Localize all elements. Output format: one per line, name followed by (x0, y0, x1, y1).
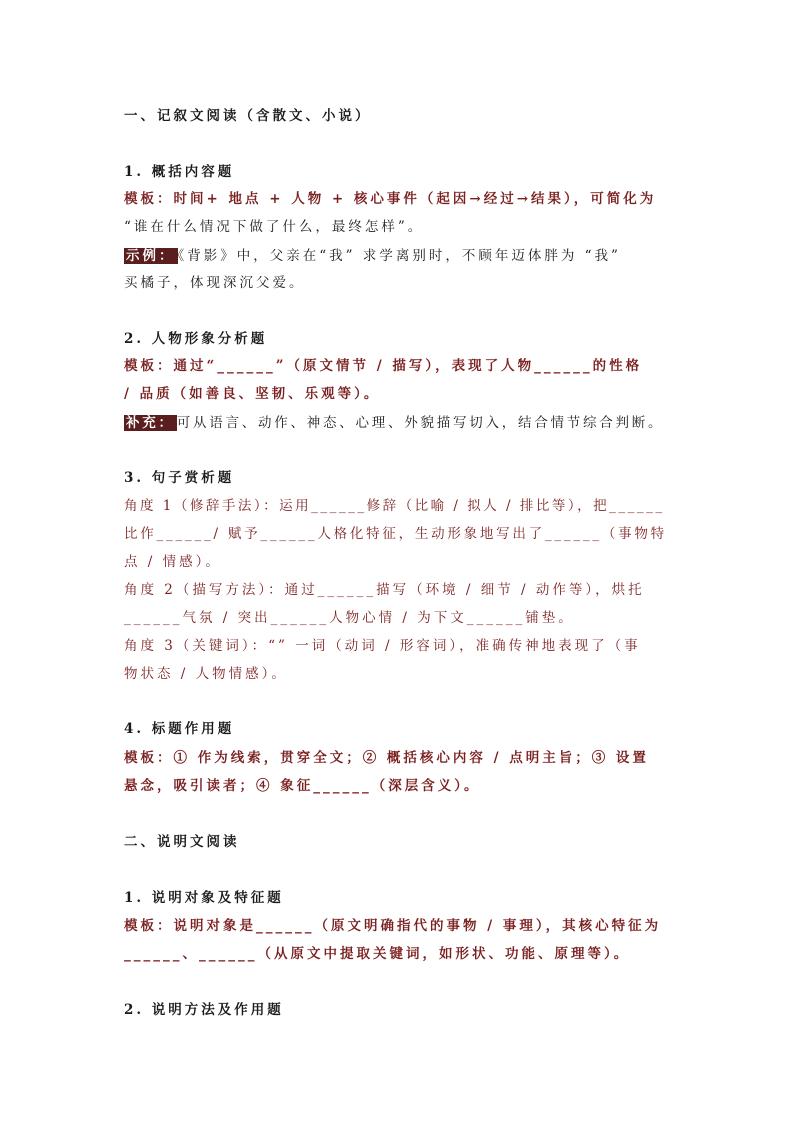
q3-angle-2-line-2: ______气氛 / 突出______人物心情 / 为下文______铺垫。 (124, 610, 575, 626)
s2-q1-template-line-2: ______、______（从原文中提取关键词，如形状、功能、原理等）。 (124, 946, 631, 962)
q2-supplement-text: 可从语言、动作、神态、心理、外貌描写切入，结合情节综合判断。 (176, 415, 665, 431)
q1-example-text-line-2: 买橘子，体现深沉父爱。 (124, 275, 306, 291)
section-2-title: 二、说明文阅读 (124, 834, 240, 850)
q2-heading: 2. 人物形象分析题 (124, 331, 268, 347)
q4-heading: 4. 标题作用题 (124, 721, 235, 737)
s2-q2-heading: 2. 说明方法及作用题 (124, 1002, 284, 1018)
s2-q1-heading: 1. 说明对象及特征题 (124, 890, 284, 906)
example-label: 示例： (126, 248, 176, 264)
q3-angle-3-line-2: 物状态 / 人物情感）。 (124, 666, 288, 682)
q1-example (124, 246, 621, 266)
q1-template-line-1: 模板：时间+ 地点 + 人物 + 核心事件（起因→经过→结果），可简化为 (124, 191, 657, 207)
q1-example-text-line-1: 《背影》中，父亲在“我” 求学离别时，不顾年迈体胖为 “我” (177, 248, 621, 264)
q3-heading: 3. 句子赏析题 (124, 470, 235, 486)
q2-template-line-1: 模板：通过“______”（原文情节 / 描写），表现了人物______的性格 (124, 358, 643, 374)
q3-angle-3-line-1: 角度 3（关键词）：“” 一词（动词 / 形容词），准确传神地表现了（事 (124, 638, 641, 654)
s2-q1-template-line-1: 模板：说明对象是______（原文明确指代的事物 / 事理），其核心特征为 (124, 918, 662, 934)
q1-heading: 1. 概括内容题 (124, 164, 235, 180)
q4-template-line-2: 悬念，吸引读者；④ 象征______（深层含义）。 (124, 778, 481, 794)
q3-angle-1-line-2: 比作______/ 赋予______人格化特征，生动形象地写出了______（事物特 (124, 526, 667, 542)
q3-angle-1-line-3: 点 / 情感）。 (124, 554, 222, 570)
q3-angle-2-line-1: 角度 2（描写方法）：通过______描写（环境 / 细节 / 动作等），烘托 (124, 582, 645, 598)
q1-template-line-2: “谁在什么情况下做了什么，最终怎样”。 (124, 219, 425, 235)
supplement-label: 补充： (126, 415, 175, 431)
q4-template-line-1: 模板：① 作为线索，贯穿全文；② 概括核心内容 / 点明主旨；③ 设置 (124, 750, 649, 766)
section-1-title: 一、记叙文阅读（含散文、小说） (124, 108, 372, 124)
q3-angle-1-line-1: 角度 1（修辞手法）：运用______修辞（比喻 / 拟人 / 排比等），把______ (124, 498, 665, 514)
q2-template-line-2: / 品质（如善良、坚韧、乐观等）。 (124, 386, 381, 402)
q2-supplement (124, 413, 664, 433)
